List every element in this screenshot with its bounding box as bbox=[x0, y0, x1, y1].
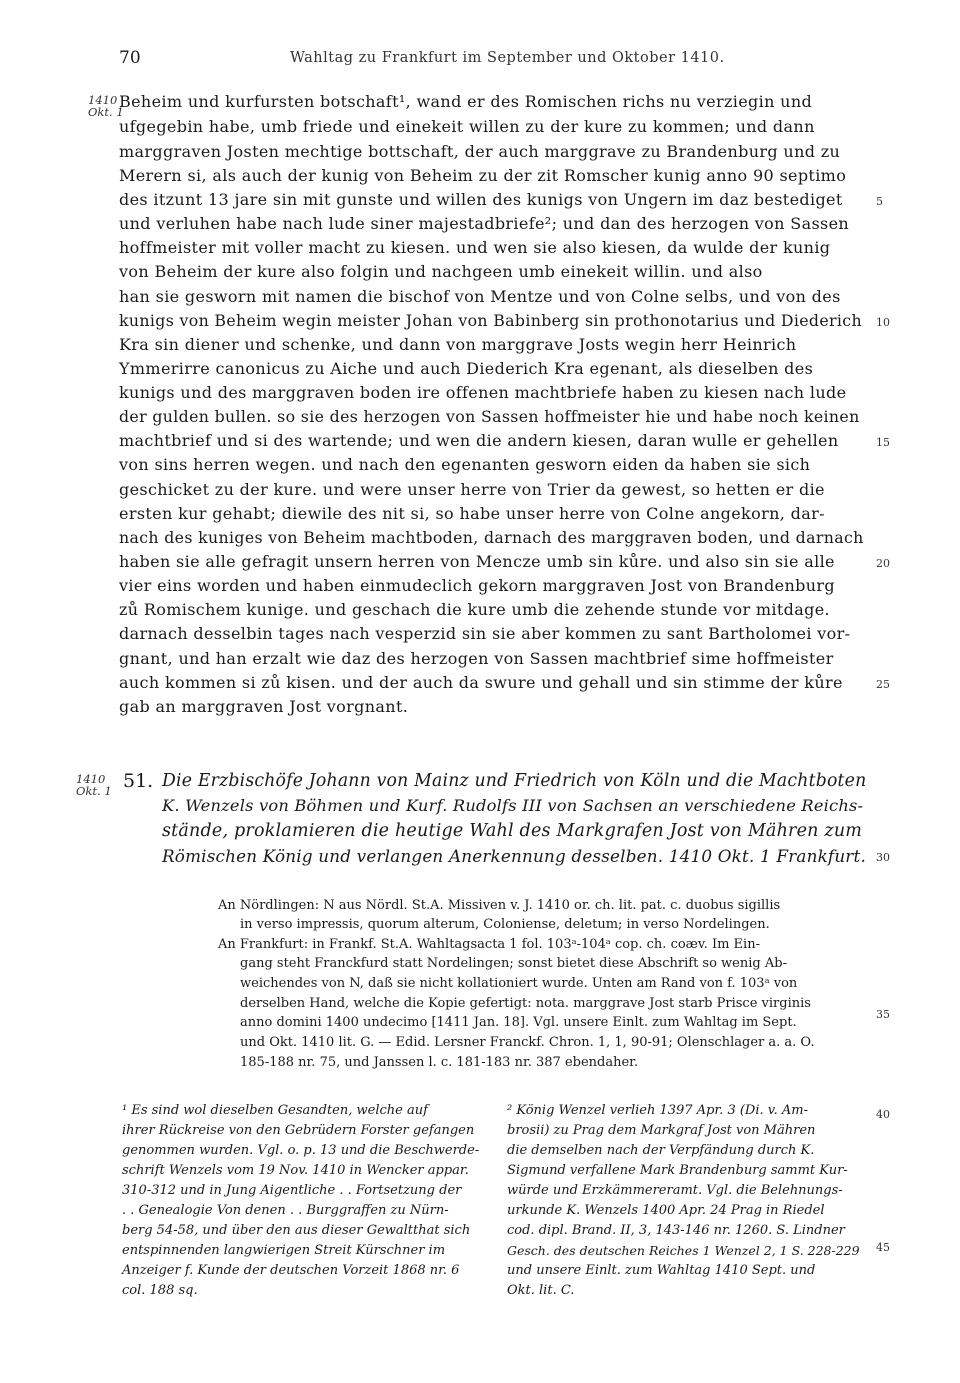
body-line: Ymmerirre canonicus zu Aiche und auch Diederich Kra egenant, als dieselben des bbox=[119, 359, 814, 378]
line-number: 30 bbox=[876, 851, 890, 864]
body-line: der gulden bullen. so sie des herzogen von Sassen hoffmeister hie und habe noch keinen bbox=[119, 407, 860, 426]
footnote-line: entspinnenden langwierigen Streit Kürschner im bbox=[122, 1243, 446, 1258]
line-number: 40 bbox=[876, 1108, 890, 1121]
source-note-line: 185-188 nr. 75, und Janssen l. c. 181-183 nr. 387 ebendaher. bbox=[240, 1055, 639, 1070]
body-line: auch kommen si zů kisen. und der auch da swure und gehall und sin stimme der kůre bbox=[119, 673, 843, 692]
document-number: 51. bbox=[123, 770, 154, 792]
body-line: kunigs und des marggraven boden ire offenen machtbriefe haben zu kiesen nach lude bbox=[119, 383, 847, 402]
body-line: han sie gesworn mit namen die bischof von Mentze und von Colne selbs, und von des bbox=[119, 287, 841, 306]
source-note-line: derselben Hand, welche die Kopie gefertigt: nota. marggrave Jost starb Prisce virginis bbox=[240, 996, 811, 1011]
margin-date-year: 1410 bbox=[88, 93, 118, 107]
body-line: vier eins worden und haben einmudeclich gekorn marggraven Jost von Brandenburg bbox=[119, 576, 835, 595]
body-line: gnant, und han erzalt wie daz des herzogen von Sassen machtbrief sime hoffmeister bbox=[119, 649, 834, 668]
footnote-line: schrift Wenzels vom 19 Nov. 1410 in Wencker appar. bbox=[122, 1163, 469, 1178]
source-note-line: weichendes von N, daß sie nicht kollationiert wurde. Unten am Rand von f. 103ᵃ von bbox=[240, 976, 798, 991]
body-line: machtbrief und si des wartende; und wen die andern kiesen, daran wulle er gehellen bbox=[119, 431, 839, 450]
line-number: 15 bbox=[876, 436, 890, 449]
source-note-line: in verso impressis, quorum alterum, Coloniense, deletum; in verso Nordelingen. bbox=[240, 917, 770, 932]
body-line: zů Romischem kunige. und geschach die kure umb die zehende stunde vor mitdage. bbox=[119, 600, 830, 619]
source-note-line: An Nördlingen: N aus Nördl. St.A. Missiven v. J. 1410 or. ch. lit. pat. c. duobus sigillis bbox=[218, 898, 781, 913]
margin-date bbox=[76, 773, 112, 797]
footnote-line: berg 54-58, und über den aus dieser Gewaltthat sich bbox=[122, 1223, 471, 1238]
footnote-line: ¹ Es sind wol dieselben Gesandten, welche auf bbox=[122, 1103, 428, 1118]
footnote-line: würde und Erzkämmereramt. Vgl. die Belehnungs- bbox=[507, 1183, 843, 1198]
body-line: nach des kuniges von Beheim machtboden, darnach des marggraven boden, und darnach bbox=[119, 528, 864, 547]
margin-date-day: Okt. 1 bbox=[88, 105, 124, 119]
body-line: von sins herren wegen. und nach den egenanten gesworn eiden da haben sie sich bbox=[119, 455, 811, 474]
body-line: Beheim und kurfursten botschaft¹, wand er des Romischen richs nu verziegin und bbox=[119, 92, 813, 111]
body-line: ersten kur gehabt; diewile des nit si, so habe unser herre von Colne angekorn, dar- bbox=[119, 504, 825, 523]
body-line: von Beheim der kure also folgin und nachgeen umb einekeit willin. und also bbox=[119, 262, 763, 281]
footnote-line: ihrer Rückreise von den Gebrüdern Forster gefangen bbox=[122, 1123, 475, 1138]
body-line: darnach desselbin tages nach vesperzid sin sie aber kommen zu sant Bartholomei vor- bbox=[119, 624, 851, 643]
body-line: und verluhen habe nach lude siner majestadbriefe²; und dan des herzogen von Sassen bbox=[119, 214, 850, 233]
body-line: haben sie alle gefragit unsern herren von Mencze umb sin kůre. und also sin sie alle bbox=[119, 552, 835, 571]
margin-date-year: 1410 bbox=[76, 772, 106, 786]
footnote-line: genommen wurden. Vgl. o. p. 13 und die Beschwerde- bbox=[122, 1143, 480, 1158]
line-number: 35 bbox=[876, 1008, 890, 1021]
footnote-line: ² König Wenzel verlieh 1397 Apr. 3 (Di. v. Am- bbox=[507, 1103, 808, 1118]
page-number: 70 bbox=[119, 48, 141, 68]
body-line: marggraven Josten mechtige bottschaft, der auch marggrave zu Brandenburg und zu bbox=[119, 142, 841, 161]
body-line: gab an marggraven Jost vorgnant. bbox=[119, 697, 409, 716]
body-line: des itzunt 13 jare sin mit gunste und willen des kunigs von Ungern im daz bestediget bbox=[119, 190, 843, 209]
margin-date-day: Okt. 1 bbox=[76, 784, 112, 798]
line-number: 45 bbox=[876, 1241, 890, 1254]
document-title-line: Die Erzbischöfe Johann von Mainz und Friedrich von Köln und die Machtboten bbox=[162, 771, 867, 791]
source-note-line: An Frankfurt: in Frankf. St.A. Wahltagsacta 1 fol. 103ᵃ-104ᵃ cop. ch. coæv. Im Ein- bbox=[218, 937, 760, 952]
footnote-line: . . Genealogie Von denen . . Burggraffen zu Nürn- bbox=[122, 1203, 449, 1218]
document-title-line: stände, proklamieren die heutige Wahl des Markgrafen Jost von Mähren zum bbox=[162, 821, 863, 841]
footnote-line: Gesch. des deutschen Reiches 1 Wenzel 2, 1 S. 228-229 bbox=[507, 1243, 860, 1258]
body-line: hoffmeister mit voller macht zu kiesen. und wen sie also kiesen, da wulde der kunig bbox=[119, 238, 831, 257]
source-note-line: anno domini 1400 undecimo [1411 Jan. 18]. Vgl. unsere Einlt. zum Wahltag im Sept. bbox=[240, 1015, 797, 1030]
footnote-line: Sigmund verfallene Mark Brandenburg sammt Kur- bbox=[507, 1163, 848, 1178]
line-number: 25 bbox=[876, 678, 890, 691]
footnote-line: brosii) zu Prag dem Markgraf Jost von Mähren bbox=[507, 1123, 816, 1138]
source-note-line: und Okt. 1410 lit. G. — Edid. Lersner Franckf. Chron. 1, 1, 90-91; Olenschlager a. a. O. bbox=[240, 1035, 815, 1050]
footnote-line: die demselben nach der Verpfändung durch K. bbox=[507, 1143, 815, 1158]
line-number: 20 bbox=[876, 557, 890, 570]
source-note-line: gang steht Franckfurd statt Nordelingen; sonst bietet diese Abschrift so wenig Ab- bbox=[240, 956, 787, 971]
footnote-line: col. 188 sq. bbox=[122, 1283, 198, 1298]
body-line: kunigs von Beheim wegin meister Johan von Babinberg sin prothonotarius und Diederich bbox=[119, 311, 862, 330]
footnote-line: urkunde K. Wenzels 1400 Apr. 24 Prag in Riedel bbox=[507, 1203, 825, 1218]
footnote-line: Anzeiger f. Kunde der deutschen Vorzeit 1868 nr. 6 bbox=[122, 1263, 460, 1278]
document-title-line: K. Wenzels von Böhmen und Kurf. Rudolfs III von Sachsen an verschiedene Reichs- bbox=[162, 796, 864, 815]
footnote-line: cod. dipl. Brand. II, 3, 143-146 nr. 1260. S. Lindner bbox=[507, 1223, 845, 1238]
body-line: geschicket zu der kure. und were unser herre von Trier da gewest, so hetten er die bbox=[119, 480, 825, 499]
body-line: Merern si, als auch der kunig von Beheim zu der zit Romscher kunig anno 90 septimo bbox=[119, 166, 847, 185]
footnote-line: 310-312 und in Jung Aigentliche . . Fortsetzung der bbox=[122, 1183, 462, 1198]
body-line: Kra sin diener und schenke, und dann von marggrave Josts wegin herr Heinrich bbox=[119, 335, 797, 354]
line-number: 10 bbox=[876, 316, 890, 329]
line-number: 5 bbox=[876, 195, 883, 208]
footnote-line: und unsere Einlt. zum Wahltag 1410 Sept. und bbox=[507, 1263, 816, 1278]
running-title: Wahltag zu Frankfurt im September und Oktober 1410. bbox=[290, 50, 725, 66]
document-title-line: Römischen König und verlangen Anerkennung desselben. 1410 Okt. 1 Frankfurt. bbox=[162, 846, 866, 866]
footnote-line: Okt. lit. C. bbox=[507, 1283, 575, 1298]
body-line: ufgegebin habe, umb friede und einekeit willen zu der kure zu kommen; und dann bbox=[119, 117, 815, 136]
